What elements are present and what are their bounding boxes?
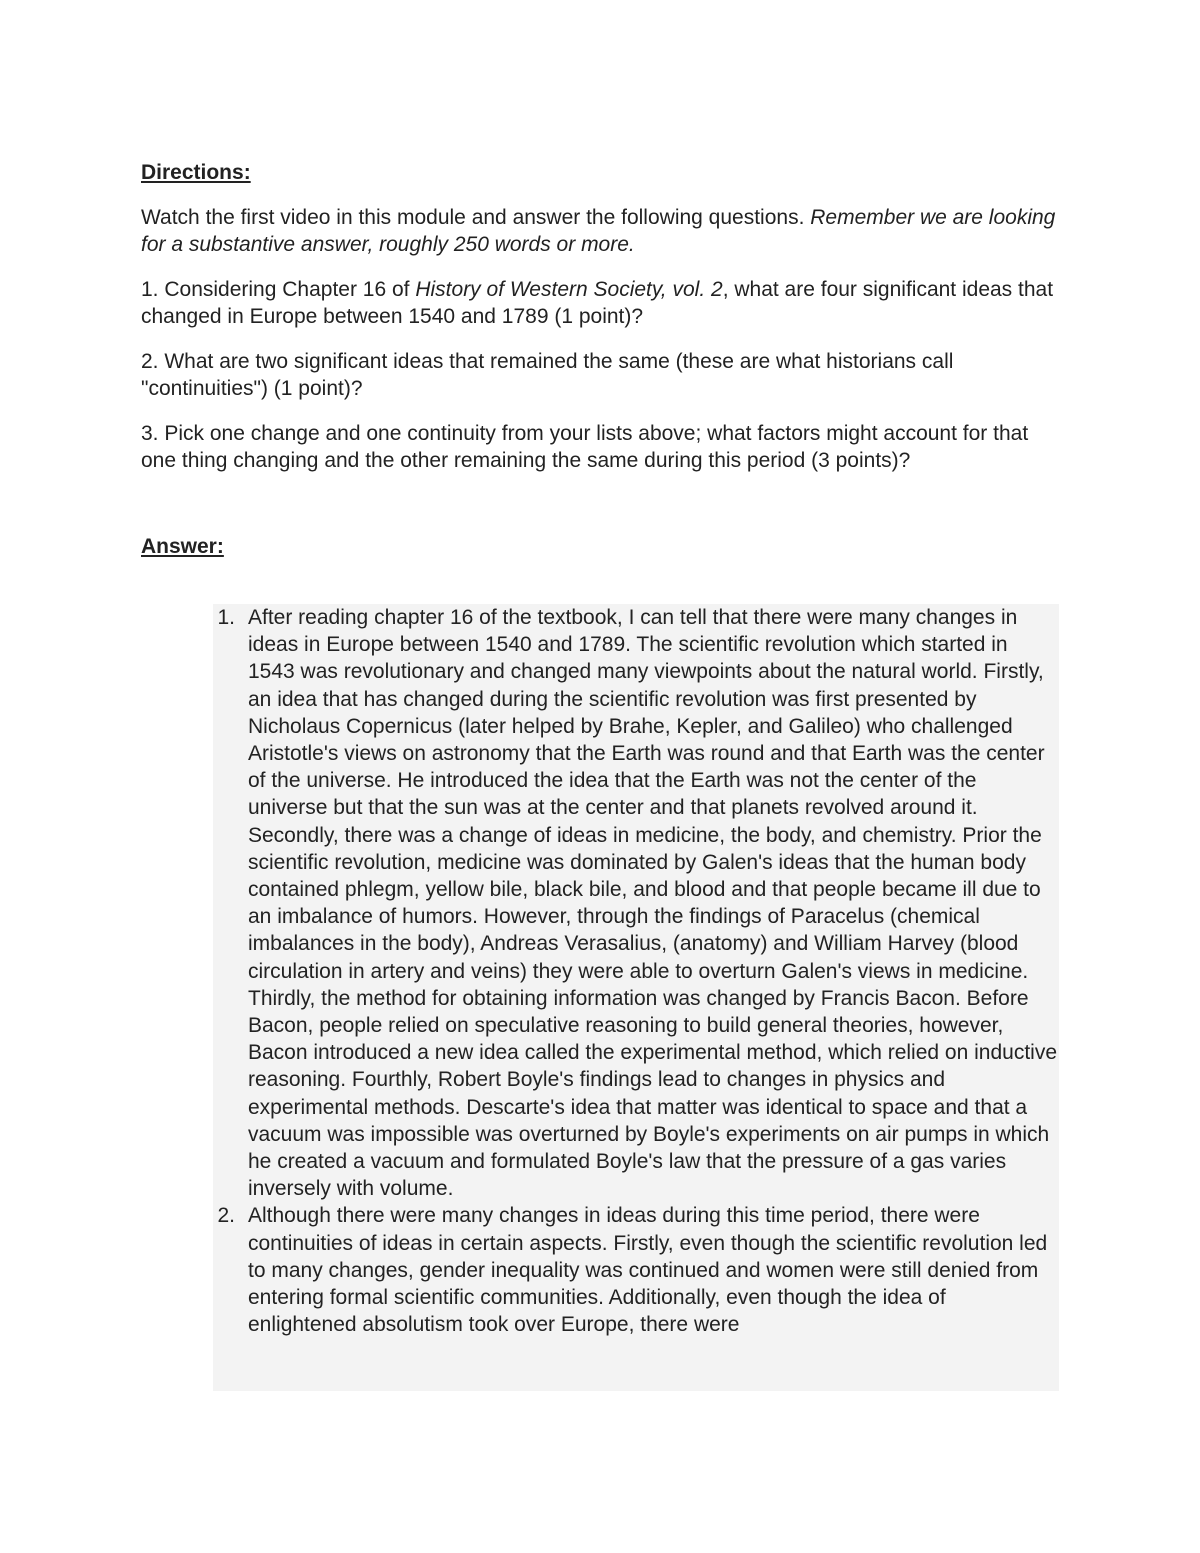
intro-plain-text: Watch the first video in this module and answer the following questions. [141, 206, 811, 229]
question-1-book-title: History of Western Society, vol. 2 [415, 278, 723, 301]
question-1 [141, 276, 1061, 330]
answer-item-2 [213, 1202, 1059, 1338]
answer-heading: Answer: [141, 535, 224, 558]
document-page [141, 158, 1061, 562]
answer-item-text: After reading chapter 16 of the textbook, I can tell that there were many changes in ideas in Europe between 1540 and 1789. The scientific revolution which started in 1543 was revolutionary and changed many viewpoints about the natural world. Firstly, an idea that has changed during the scientific revolution was first presented by Nicholaus Copernicus (later helped by Brahe, Kepler, and Galileo) who challenged Aristotle's views on astronomy that the Earth was round and that Earth was the center of the universe. He introduced the idea that the Earth was not the center of the universe but that the sun was at the center and that planets revolved around it. Secondly, there was a change of ideas in medicine, the body, and chemistry. Prior the scientific revolution, medicine was dominated by Galen's ideas that the human body contained phlegm, yellow bile, black bile, and blood and that people became ill due to an imbalance of humors. However, through the findings of Paracelus (chemical imbalances in the body), Andreas Verasalius, (anatomy) and William Harvey (blood circulation in artery and veins) they were able to overturn Galen's views in medicine. Thirdly, the method for obtaining information was changed by Francis Bacon. Before Bacon, people relied on speculative reasoning to build general theories, however, Bacon introduced a new idea called the experimental method, which relied on inductive reasoning. Fourthly, Robert Boyle's findings lead to changes in physics and experimental methods. Descarte's idea that matter was identical to space and that a vacuum was impossible was overturned by Boyle's experiments on air pumps in which he created a vacuum and formulated Boyle's law that the pressure of a gas varies inversely with volume. [248, 606, 1057, 1201]
intro-italic-text: Remember we are looking for a substantive answer, roughly 250 words or more. [141, 206, 1056, 256]
directions-heading: Directions: [141, 161, 251, 184]
answer-box [213, 604, 1059, 1391]
question-3: 3. Pick one change and one continuity from your lists above; what factors might account for that one thing changing and the other remaining the same during this period (3 points)? [141, 422, 1029, 472]
answer-item-1 [213, 604, 1059, 1202]
directions-intro [141, 204, 1061, 258]
answer-item-number: 2. [217, 1204, 235, 1228]
answer-item-text: Although there were many changes in ideas during this time period, there were continuities of ideas in certain aspects. Firstly, even though the scientific revolution led to many changes, gender inequality was continued and women were still denied from entering formal scientific communities. Additionally, even though the idea of enlightened absolutism took over Europe, there were [248, 1204, 1048, 1337]
question-1-after: , what are four significant ideas that changed in Europe between 1540 and 1789 (1 point)? [141, 278, 1054, 328]
question-1-before: 1. Considering Chapter 16 of [141, 278, 416, 301]
answer-list [213, 604, 1059, 1338]
question-2: 2. What are two significant ideas that remained the same (these are what historians call "continuities") (1 point)? [141, 350, 954, 400]
answer-item-number: 1. [217, 606, 235, 629]
